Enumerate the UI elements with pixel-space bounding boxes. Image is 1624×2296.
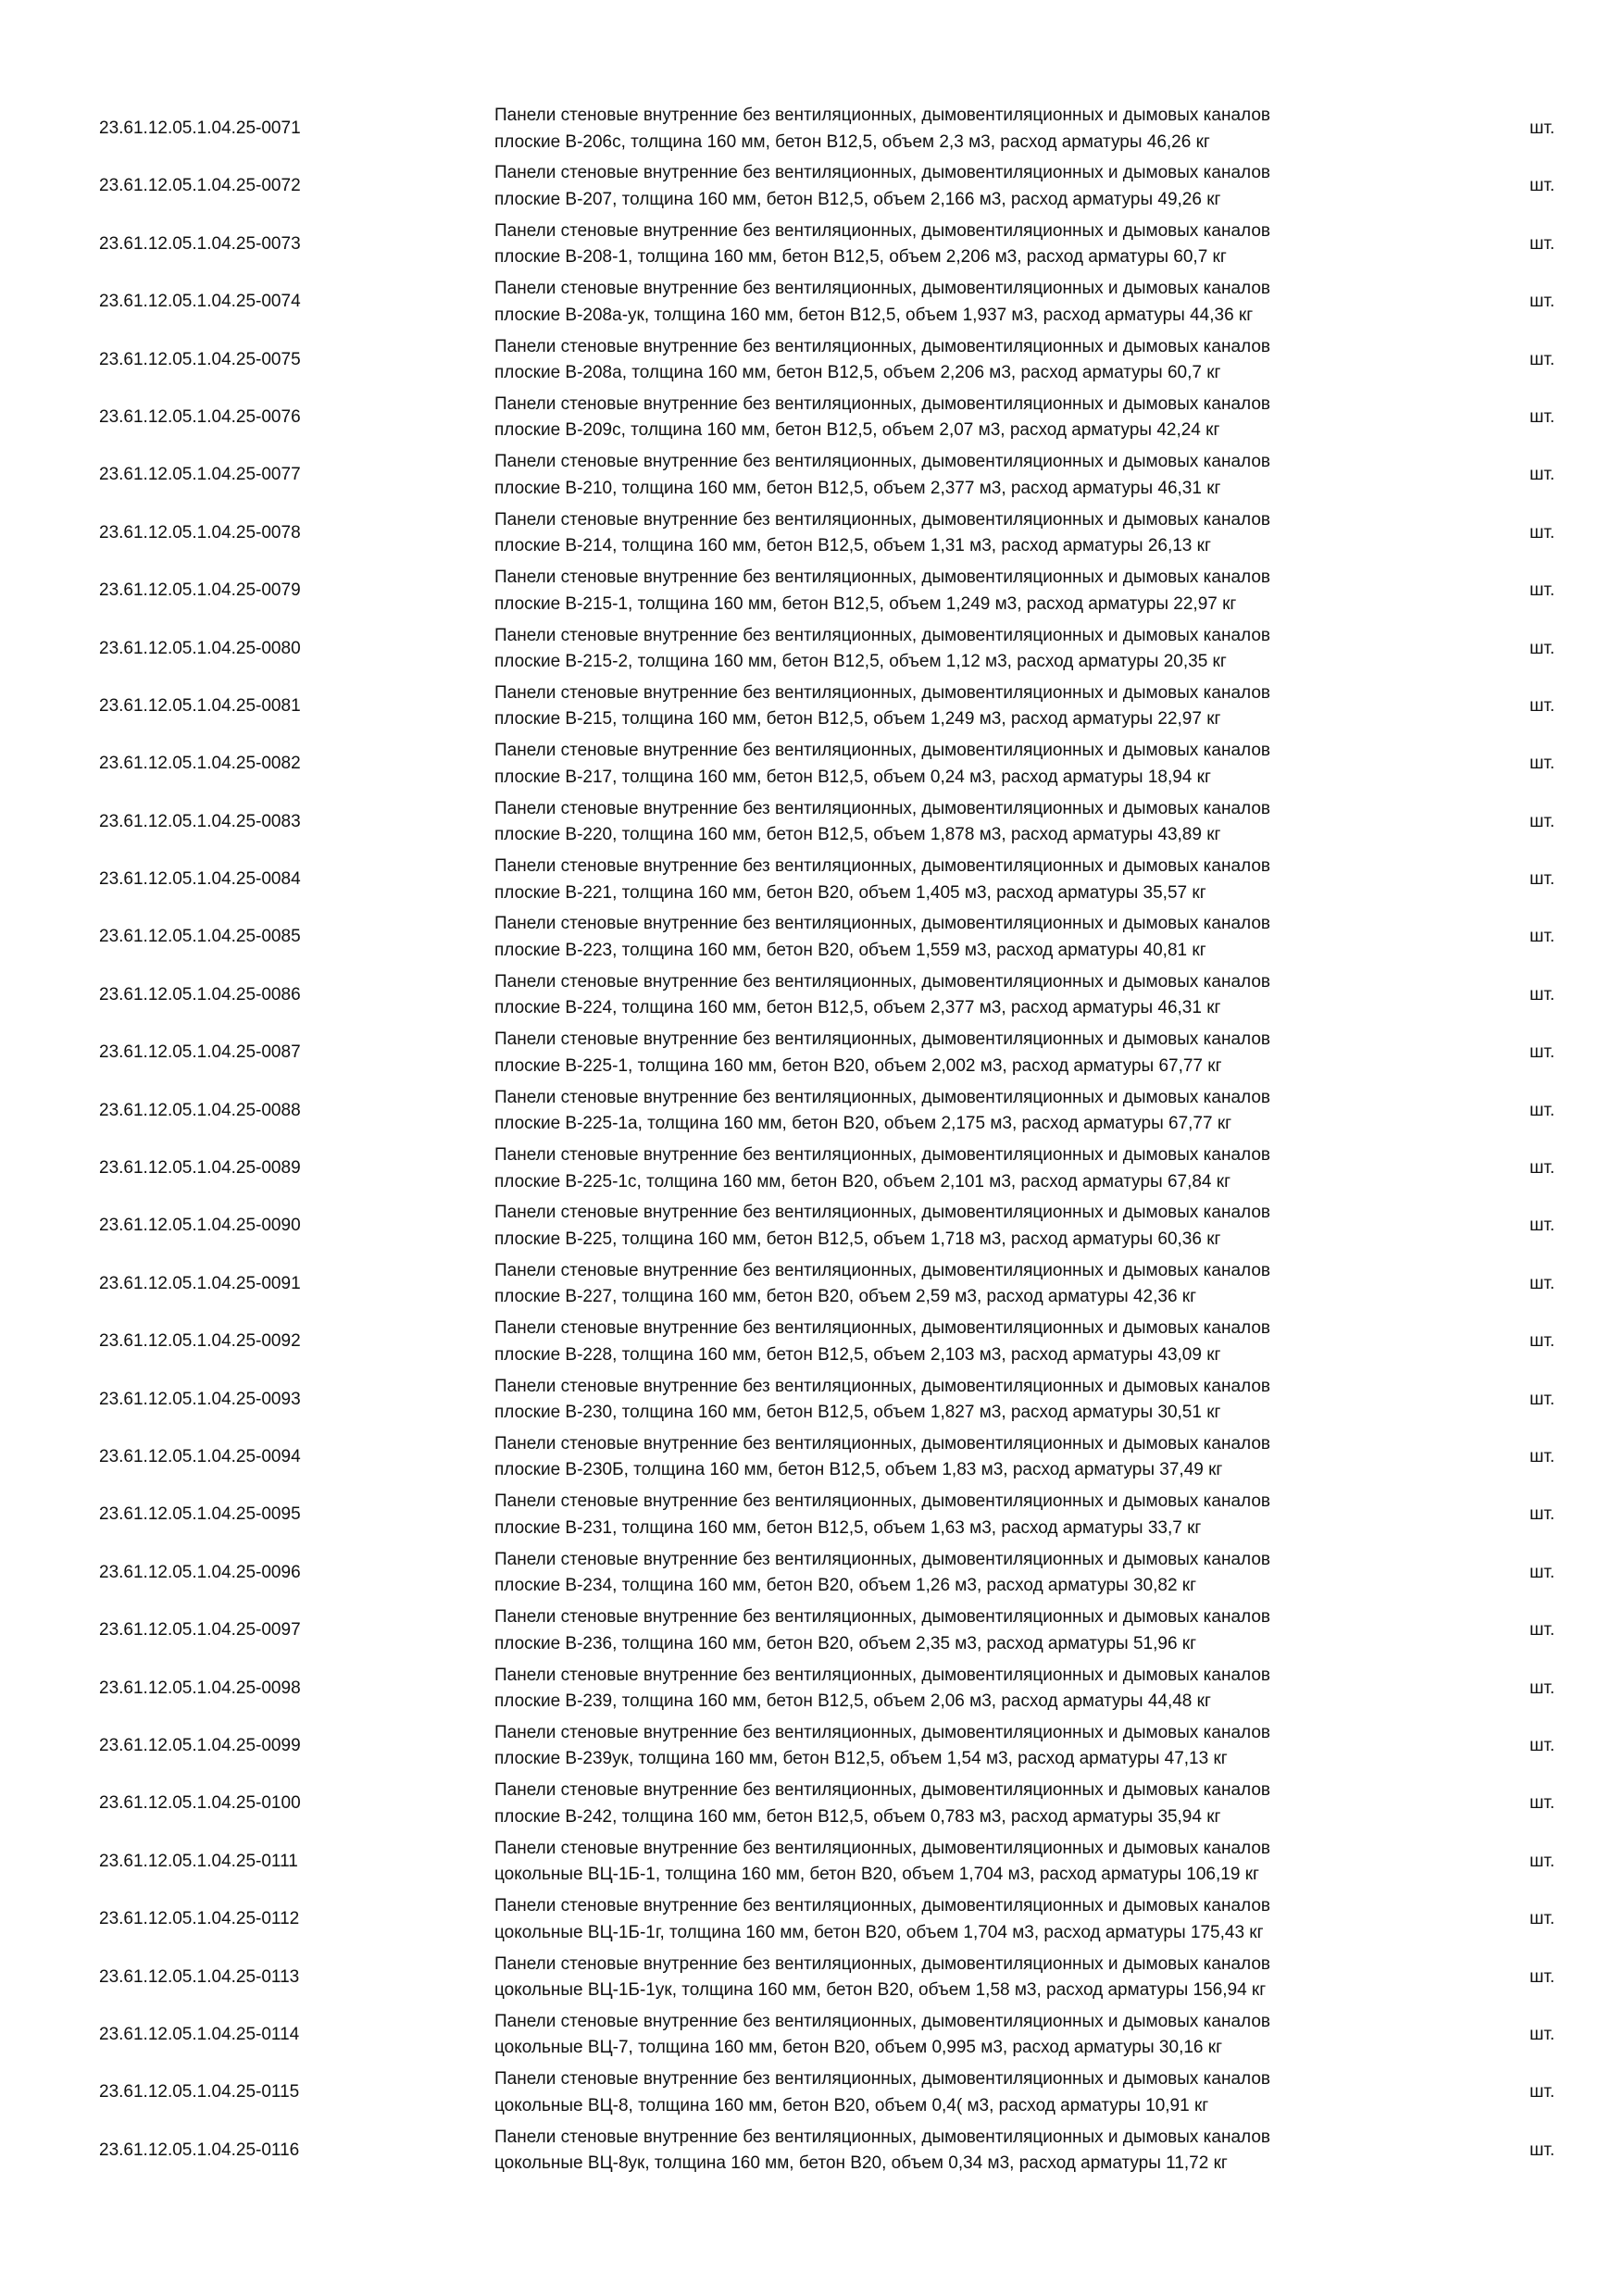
item-description-line-1: Панели стеновые внутренние без вентиляционных, дымовентиляционных и дымовых каналов	[494, 741, 1271, 761]
item-code: 23.61.12.05.1.04.25-0114	[99, 2024, 300, 2044]
item-description-line-1: Панели стеновые внутренние без вентиляционных, дымовентиляционных и дымовых каналов	[494, 1029, 1271, 1050]
table-row	[0, 1775, 1624, 1832]
item-description-line-1: Панели стеновые внутренние без вентиляционных, дымовентиляционных и дымовых каналов	[494, 1607, 1271, 1628]
table-row	[0, 851, 1624, 908]
item-description-line-2: плоские В-221, толщина 160 мм, бетон В20, объем 1,405 м3, расход арматуры 35,57 кг	[494, 882, 1206, 903]
item-code: 23.61.12.05.1.04.25-0072	[99, 176, 301, 196]
item-code: 23.61.12.05.1.04.25-0081	[99, 695, 301, 716]
item-code: 23.61.12.05.1.04.25-0116	[99, 2140, 300, 2160]
item-description	[494, 969, 1420, 1022]
table-row	[0, 157, 1624, 215]
table-row	[0, 1717, 1624, 1775]
item-description-line-2: плоские В-224, толщина 160 мм, бетон В12,5, объем 2,377 м3, расход арматуры 46,31 кг	[494, 998, 1221, 1018]
item-description-line-2: цокольные ВЦ-1Б-1г, толщина 160 мм, бетон В20, объем 1,704 м3, расход арматуры 175,43 кг	[494, 1922, 1264, 1942]
item-description-line-2: плоские В-228, толщина 160 мм, бетон В12,5, объем 2,103 м3, расход арматуры 43,09 кг	[494, 1344, 1221, 1365]
item-description-line-1: Панели стеновые внутренние без вентиляционных, дымовентиляционных и дымовых каналов	[494, 1665, 1271, 1685]
table-row	[0, 620, 1624, 678]
item-description	[494, 911, 1420, 964]
item-description	[494, 623, 1420, 676]
table-row	[0, 216, 1624, 273]
item-description-line-2: плоские В-215-2, толщина 160 мм, бетон В12,5, объем 1,12 м3, расход арматуры 20,35 кг	[494, 652, 1227, 672]
item-description-line-2: плоские В-208-1, толщина 160 мм, бетон В12,5, объем 2,206 м3, расход арматуры 60,7 кг	[494, 247, 1227, 268]
item-code: 23.61.12.05.1.04.25-0071	[99, 119, 301, 138]
item-description-line-2: плоские В-231, толщина 160 мм, бетон В12,5, объем 1,63 м3, расход арматуры 33,7 кг	[494, 1517, 1202, 1538]
item-description-line-1: Панели стеновые внутренние без вентиляционных, дымовентиляционных и дымовых каналов	[494, 798, 1271, 818]
item-unit: шт.	[1530, 233, 1555, 254]
item-description	[494, 1142, 1420, 1195]
item-description	[494, 1489, 1420, 1541]
item-code: 23.61.12.05.1.04.25-0094	[99, 1446, 301, 1466]
item-unit: шт.	[1530, 119, 1555, 138]
item-description	[494, 1604, 1420, 1657]
item-description	[494, 796, 1420, 849]
item-code: 23.61.12.05.1.04.25-0079	[99, 580, 301, 601]
item-description	[494, 1720, 1420, 1773]
item-description	[494, 1952, 1420, 2004]
table-row	[0, 678, 1624, 735]
item-description-line-1: Панели стеновые внутренние без вентиляционных, дымовентиляционных и дымовых каналов	[494, 1318, 1271, 1339]
item-description-line-1: Панели стеновые внутренние без вентиляционных, дымовентиляционных и дымовых каналов	[494, 163, 1271, 183]
item-description	[494, 392, 1420, 444]
item-unit: шт.	[1530, 1620, 1555, 1641]
item-unit: шт.	[1530, 1735, 1555, 1755]
item-code: 23.61.12.05.1.04.25-0076	[99, 406, 301, 427]
item-unit: шт.	[1530, 1158, 1555, 1179]
table-row	[0, 793, 1624, 851]
table-row	[0, 1890, 1624, 1948]
item-code: 23.61.12.05.1.04.25-0099	[99, 1735, 301, 1755]
table-row	[0, 331, 1624, 389]
item-description-line-2: плоские В-217, толщина 160 мм, бетон В12,5, объем 0,24 м3, расход арматуры 18,94 кг	[494, 767, 1211, 787]
table-row	[0, 1024, 1624, 1081]
item-unit: шт.	[1530, 869, 1555, 890]
item-code: 23.61.12.05.1.04.25-0089	[99, 1158, 301, 1179]
item-code: 23.61.12.05.1.04.25-0075	[99, 349, 301, 369]
table-row	[0, 389, 1624, 446]
item-description-line-1: Панели стеновые внутренние без вентиляционных, дымовентиляционных и дымовых каналов	[494, 1722, 1271, 1742]
table-row	[0, 562, 1624, 619]
item-code: 23.61.12.05.1.04.25-0086	[99, 984, 301, 1004]
item-description	[494, 507, 1420, 560]
table-row	[0, 2122, 1624, 2179]
item-description-line-1: Панели стеновые внутренние без вентиляционных, дымовентиляционных и дымовых каналов	[494, 625, 1271, 645]
item-description	[494, 1258, 1420, 1311]
table-row	[0, 2064, 1624, 2121]
item-code: 23.61.12.05.1.04.25-0090	[99, 1216, 301, 1236]
item-description-line-1: Панели стеновые внутренние без вентиляционных, дымовентиляционных и дымовых каналов	[494, 2127, 1271, 2147]
item-description-line-1: Панели стеновые внутренние без вентиляционных, дымовентиляционных и дымовых каналов	[494, 1838, 1271, 1858]
item-unit: шт.	[1530, 406, 1555, 427]
table-row	[0, 1486, 1624, 1543]
item-description-line-2: плоские В-208а, толщина 160 мм, бетон В12,5, объем 2,206 м3, расход арматуры 60,7 кг	[494, 363, 1221, 383]
item-unit: шт.	[1530, 1273, 1555, 1293]
item-code: 23.61.12.05.1.04.25-0092	[99, 1331, 301, 1352]
item-description-line-1: Панели стеновые внутренние без вентиляционных, дымовентиляционных и дымовых каналов	[494, 682, 1271, 703]
item-description	[494, 1431, 1420, 1484]
item-code: 23.61.12.05.1.04.25-0115	[99, 2082, 300, 2103]
item-unit: шт.	[1530, 176, 1555, 196]
item-unit: шт.	[1530, 465, 1555, 485]
item-description-line-1: Панели стеновые внутренние без вентиляционных, дымовентиляционных и дымовых каналов	[494, 336, 1271, 356]
item-description-line-2: цокольные ВЦ-7, толщина 160 мм, бетон В20, объем 0,995 м3, расход арматуры 30,16 кг	[494, 2038, 1223, 2058]
item-code: 23.61.12.05.1.04.25-0082	[99, 754, 301, 774]
item-code: 23.61.12.05.1.04.25-0085	[99, 927, 301, 947]
item-code: 23.61.12.05.1.04.25-0080	[99, 638, 301, 658]
item-description-line-2: плоские В-210, толщина 160 мм, бетон В12,5, объем 2,377 м3, расход арматуры 46,31 кг	[494, 478, 1221, 498]
table-row	[0, 100, 1624, 157]
item-unit: шт.	[1530, 292, 1555, 312]
item-code: 23.61.12.05.1.04.25-0112	[99, 1909, 300, 1929]
item-description	[494, 680, 1420, 733]
item-code: 23.61.12.05.1.04.25-0073	[99, 233, 301, 254]
item-unit: шт.	[1530, 1042, 1555, 1063]
table-row	[0, 446, 1624, 504]
item-description-line-1: Панели стеновые внутренние без вентиляционных, дымовентиляционных и дымовых каналов	[494, 1491, 1271, 1512]
item-description	[494, 1085, 1420, 1138]
item-code: 23.61.12.05.1.04.25-0078	[99, 522, 301, 543]
item-code: 23.61.12.05.1.04.25-0074	[99, 292, 301, 312]
item-description	[494, 2125, 1420, 2177]
item-description-line-2: плоские В-227, толщина 160 мм, бетон В20, объем 2,59 м3, расход арматуры 42,36 кг	[494, 1287, 1197, 1307]
item-description-line-2: плоские В-225-1а, толщина 160 мм, бетон В20, объем 2,175 м3, расход арматуры 67,77 кг	[494, 1114, 1232, 1134]
item-description-line-2: плоские В-209с, толщина 160 мм, бетон В12,5, объем 2,07 м3, расход арматуры 42,24 кг	[494, 420, 1220, 441]
item-code: 23.61.12.05.1.04.25-0077	[99, 465, 301, 485]
table-row	[0, 1429, 1624, 1486]
item-description-line-1: Панели стеновые внутренние без вентиляционных, дымовентиляционных и дымовых каналов	[494, 856, 1271, 877]
item-description-line-1: Панели стеновые внутренние без вентиляционных, дымовентиляционных и дымовых каналов	[494, 1260, 1271, 1280]
item-unit: шт.	[1530, 638, 1555, 658]
item-description	[494, 1893, 1420, 1946]
item-code: 23.61.12.05.1.04.25-0100	[99, 1793, 301, 1814]
table-row	[0, 1197, 1624, 1254]
item-description-line-1: Панели стеновые внутренние без вентиляционных, дымовентиляционных и дымовых каналов	[494, 509, 1271, 530]
item-code: 23.61.12.05.1.04.25-0088	[99, 1100, 301, 1120]
item-description-line-2: плоские В-225-1, толщина 160 мм, бетон В20, объем 2,002 м3, расход арматуры 67,77 кг	[494, 1055, 1222, 1076]
item-description	[494, 160, 1420, 213]
item-unit: шт.	[1530, 1793, 1555, 1814]
item-description	[494, 449, 1420, 502]
item-code: 23.61.12.05.1.04.25-0098	[99, 1678, 301, 1698]
item-description-line-2: плоские В-239, толщина 160 мм, бетон В12,5, объем 2,06 м3, расход арматуры 44,48 кг	[494, 1691, 1211, 1712]
item-description	[494, 565, 1420, 618]
item-description-line-2: плоские В-236, толщина 160 мм, бетон В20, объем 2,35 м3, расход арматуры 51,96 кг	[494, 1633, 1197, 1653]
item-description	[494, 334, 1420, 387]
table-row	[0, 1313, 1624, 1370]
table-row	[0, 1602, 1624, 1659]
item-description	[494, 1316, 1420, 1368]
item-unit: шт.	[1530, 984, 1555, 1004]
item-description-line-1: Панели стеновые внутренние без вентиляционных, дымовентиляционных и дымовых каналов	[494, 452, 1271, 472]
item-description-line-2: цокольные ВЦ-1Б-1, толщина 160 мм, бетон В20, объем 1,704 м3, расход арматуры 106,19 кг	[494, 1865, 1259, 1885]
item-description	[494, 1547, 1420, 1600]
table-row	[0, 1660, 1624, 1717]
table-row	[0, 1255, 1624, 1313]
item-description	[494, 738, 1420, 791]
item-description	[494, 103, 1420, 156]
item-description-line-1: Панели стеновые внутренние без вентиляционных, дымовентиляционных и дымовых каналов	[494, 393, 1271, 414]
item-unit: шт.	[1530, 1851, 1555, 1871]
item-description-line-2: плоские В-206с, толщина 160 мм, бетон В12,5, объем 2,3 м3, расход арматуры 46,26 кг	[494, 131, 1210, 152]
item-description-line-2: плоские В-230Б, толщина 160 мм, бетон В12,5, объем 1,83 м3, расход арматуры 37,49 кг	[494, 1460, 1223, 1480]
item-description-line-2: плоские В-208а-ук, толщина 160 мм, бетон В12,5, объем 1,937 м3, расход арматуры 44,36 кг	[494, 305, 1254, 325]
item-unit: шт.	[1530, 2082, 1555, 2103]
item-description	[494, 854, 1420, 906]
item-description-line-2: плоские В-239ук, толщина 160 мм, бетон В12,5, объем 1,54 м3, расход арматуры 47,13 кг	[494, 1749, 1228, 1769]
table-row	[0, 1140, 1624, 1197]
item-description	[494, 2009, 1420, 2062]
item-description-line-1: Панели стеновые внутренние без вентиляционных, дымовентиляционных и дымовых каналов	[494, 1145, 1271, 1166]
item-unit: шт.	[1530, 1678, 1555, 1698]
item-description-line-2: плоские В-225, толщина 160 мм, бетон В12,5, объем 1,718 м3, расход арматуры 60,36 кг	[494, 1229, 1221, 1249]
item-description-line-1: Панели стеновые внутренние без вентиляционных, дымовентиляционных и дымовых каналов	[494, 279, 1271, 299]
table-row	[0, 1544, 1624, 1602]
item-code: 23.61.12.05.1.04.25-0091	[99, 1273, 301, 1293]
item-description-line-1: Панели стеновые внутренние без вентиляционных, дымовентиляционных и дымовых каналов	[494, 106, 1271, 125]
item-description-line-2: плоские В-215, толщина 160 мм, бетон В12,5, объем 1,249 м3, расход арматуры 22,97 кг	[494, 709, 1221, 730]
item-description-line-1: Панели стеновые внутренние без вентиляционных, дымовентиляционных и дымовых каналов	[494, 568, 1271, 588]
item-unit: шт.	[1530, 1100, 1555, 1120]
item-description	[494, 1663, 1420, 1716]
table-row	[0, 1371, 1624, 1429]
item-description	[494, 218, 1420, 271]
item-description-line-1: Панели стеновые внутренние без вентиляционных, дымовентиляционных и дымовых каналов	[494, 914, 1271, 934]
item-description-line-2: плоские В-215-1, толщина 160 мм, бетон В12,5, объем 1,249 м3, расход арматуры 22,97 кг	[494, 593, 1237, 614]
table-row	[0, 908, 1624, 966]
item-description-line-1: Панели стеновые внутренние без вентиляционных, дымовентиляционных и дымовых каналов	[494, 1087, 1271, 1107]
item-description-line-2: плоские В-223, толщина 160 мм, бетон В20, объем 1,559 м3, расход арматуры 40,81 кг	[494, 940, 1206, 960]
item-unit: шт.	[1530, 1966, 1555, 1987]
item-code: 23.61.12.05.1.04.25-0097	[99, 1620, 301, 1641]
table-row	[0, 1949, 1624, 2006]
item-description	[494, 1836, 1420, 1889]
item-description-line-1: Панели стеновые внутренние без вентиляционных, дымовентиляционных и дымовых каналов	[494, 1953, 1271, 1974]
item-code: 23.61.12.05.1.04.25-0095	[99, 1504, 301, 1525]
item-unit: шт.	[1530, 1562, 1555, 1582]
item-unit: шт.	[1530, 811, 1555, 831]
item-unit: шт.	[1530, 349, 1555, 369]
item-unit: шт.	[1530, 754, 1555, 774]
item-description-line-2: цокольные ВЦ-1Б-1ук, толщина 160 мм, бетон В20, объем 1,58 м3, расход арматуры 156,94 кг	[494, 1980, 1267, 2000]
item-description-line-1: Панели стеновые внутренние без вентиляционных, дымовентиляционных и дымовых каналов	[494, 2011, 1271, 2031]
item-description-line-2: плоские В-242, толщина 160 мм, бетон В12,5, объем 0,783 м3, расход арматуры 35,94 кг	[494, 1806, 1221, 1827]
item-description-line-1: Панели стеновые внутренние без вентиляционных, дымовентиляционных и дымовых каналов	[494, 1433, 1271, 1454]
item-code: 23.61.12.05.1.04.25-0111	[99, 1851, 298, 1871]
item-description-line-2: плоские В-207, толщина 160 мм, бетон В12,5, объем 2,166 м3, расход арматуры 49,26 кг	[494, 189, 1221, 209]
item-unit: шт.	[1530, 2140, 1555, 2160]
item-unit: шт.	[1530, 1331, 1555, 1352]
item-unit: шт.	[1530, 1909, 1555, 1929]
table-row	[0, 967, 1624, 1024]
item-unit: шт.	[1530, 1446, 1555, 1466]
item-description-line-2: цокольные ВЦ-8ук, толщина 160 мм, бетон В20, объем 0,34 м3, расход арматуры 11,72 кг	[494, 2153, 1228, 2174]
item-description-line-1: Панели стеновые внутренние без вентиляционных, дымовентиляционных и дымовых каналов	[494, 1549, 1271, 1569]
table-row	[0, 273, 1624, 331]
item-description-line-1: Панели стеновые внутренние без вентиляционных, дымовентиляционных и дымовых каналов	[494, 2069, 1271, 2090]
item-description-line-2: плоские В-234, толщина 160 мм, бетон В20, объем 1,26 м3, расход арматуры 30,82 кг	[494, 1576, 1197, 1596]
item-code: 23.61.12.05.1.04.25-0093	[99, 1389, 301, 1409]
table-row	[0, 505, 1624, 562]
item-description	[494, 276, 1420, 329]
item-code: 23.61.12.05.1.04.25-0084	[99, 869, 301, 890]
item-description-line-1: Панели стеновые внутренние без вентиляционных, дымовентиляционных и дымовых каналов	[494, 1780, 1271, 1801]
item-unit: шт.	[1530, 522, 1555, 543]
item-unit: шт.	[1530, 1504, 1555, 1525]
price-list-table	[0, 100, 1624, 2179]
item-unit: шт.	[1530, 1389, 1555, 1409]
item-description	[494, 2066, 1420, 2119]
table-row	[0, 1833, 1624, 1890]
item-description-line-1: Панели стеновые внутренние без вентиляционных, дымовентиляционных и дымовых каналов	[494, 971, 1271, 992]
table-row	[0, 735, 1624, 792]
item-description-line-2: плоские В-214, толщина 160 мм, бетон В12,5, объем 1,31 м3, расход арматуры 26,13 кг	[494, 536, 1211, 556]
table-row	[0, 2006, 1624, 2064]
item-description	[494, 1374, 1420, 1427]
item-description	[494, 1027, 1420, 1079]
item-unit: шт.	[1530, 695, 1555, 716]
item-description-line-1: Панели стеновые внутренние без вентиляционных, дымовентиляционных и дымовых каналов	[494, 1376, 1271, 1396]
item-code: 23.61.12.05.1.04.25-0087	[99, 1042, 301, 1063]
item-unit: шт.	[1530, 580, 1555, 601]
item-description	[494, 1200, 1420, 1253]
item-description-line-1: Панели стеновые внутренние без вентиляционных, дымовентиляционных и дымовых каналов	[494, 1203, 1271, 1223]
item-unit: шт.	[1530, 2024, 1555, 2044]
item-description-line-2: плоские В-230, толщина 160 мм, бетон В12,5, объем 1,827 м3, расход арматуры 30,51 кг	[494, 1403, 1221, 1423]
item-description-line-2: цокольные ВЦ-8, толщина 160 мм, бетон В20, объем 0,4( м3, расход арматуры 10,91 кг	[494, 2095, 1209, 2115]
item-description-line-1: Панели стеновые внутренние без вентиляционных, дымовентиляционных и дымовых каналов	[494, 220, 1271, 241]
item-description	[494, 1778, 1420, 1830]
item-unit: шт.	[1530, 1216, 1555, 1236]
table-row	[0, 1082, 1624, 1140]
item-unit: шт.	[1530, 927, 1555, 947]
item-description-line-2: плоские В-220, толщина 160 мм, бетон В12,5, объем 1,878 м3, расход арматуры 43,89 кг	[494, 825, 1221, 845]
item-description-line-2: плоские В-225-1с, толщина 160 мм, бетон В20, объем 2,101 м3, расход арматуры 67,84 кг	[494, 1171, 1231, 1192]
item-description-line-1: Панели стеновые внутренние без вентиляционных, дымовентиляционных и дымовых каналов	[494, 1896, 1271, 1916]
item-code: 23.61.12.05.1.04.25-0113	[99, 1966, 300, 1987]
item-code: 23.61.12.05.1.04.25-0083	[99, 811, 301, 831]
item-code: 23.61.12.05.1.04.25-0096	[99, 1562, 301, 1582]
